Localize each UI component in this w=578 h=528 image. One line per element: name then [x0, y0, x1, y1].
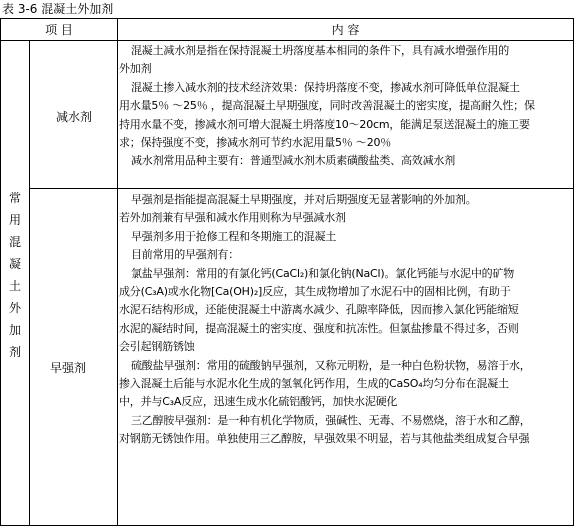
content-line: 目前常用的早强剂有：	[131, 248, 239, 262]
category-char: 用	[8, 213, 21, 227]
content-line: 水泥的凝结时间，提高混凝土的密实度、强度和抗冻性。但氯盐掺量不得过多，否则	[119, 321, 519, 335]
category-char: 混	[8, 235, 21, 249]
content-line: 若外加剂兼有早强和减水作用则称为早强减水剂	[119, 211, 346, 225]
label-column-divider	[117, 40, 118, 526]
category-char: 剂	[8, 345, 21, 359]
content-line: 掺入混凝土后能与水泥水化生成的氢氧化钙作用，生成的CaSO₄均匀分布在混凝土	[119, 377, 509, 391]
content-line: 硫酸盐早强剂：常用的硫酸钠早强剂，又称元明粉，是一种白色粉状物，易溶于水，	[131, 358, 531, 372]
row-label-early-strength: 早强剂	[50, 361, 87, 375]
content-line: 混凝土减水剂是指在保持混凝土坍落度基本相同的条件下，具有减水增强作用的	[131, 44, 509, 57]
category-char: 外	[8, 301, 21, 315]
row-label-water-reducer: 减水剂	[56, 110, 93, 124]
table-caption: 表 3-6 混凝土外加剂	[2, 2, 114, 16]
content-line: 三乙醇胺早强剂：是一种有机化学物质，强碱性、无毒、不易燃烧，溶于水和乙醇，	[131, 413, 531, 427]
content-line: 减水剂常用品种主要有：普通型减水剂木质素磺酸盐类、高效减水剂	[131, 154, 455, 168]
row-content-early-strength	[119, 191, 573, 449]
category-char: 常	[8, 191, 21, 205]
category-char: 凝	[8, 257, 21, 271]
row-divider	[29, 188, 573, 189]
category-label	[7, 187, 23, 363]
category-column-divider	[29, 40, 30, 526]
header-project: 项 目	[45, 23, 73, 37]
header-divider	[1, 40, 573, 41]
content-line: 混凝土掺入减水剂的技术经济效果：保持坍落度不变，掺减水剂可降低单位混凝土	[131, 80, 520, 94]
content-line: 会引起钢筋锈蚀	[119, 340, 195, 354]
content-line: 外加剂	[119, 62, 152, 76]
content-line: 水泥石结构形成，还能使混凝土中游离水减少、孔隙率降低，因而掺入氯化钙能缩短	[119, 303, 519, 317]
category-char: 加	[8, 323, 21, 337]
content-line: 持用水量不变，掺减水剂可增大混凝土坍落度10～20cm，能满足泵送混凝土的施工要	[119, 117, 530, 131]
content-line: 中，并与C₃A反应，迅速生成水化硫铝酸钙，加快水泥硬化	[119, 395, 398, 409]
content-line: 氯盐早强剂：常用的有氯化钙(CaCl₂)和氯化钠(NaCl)。氯化钙能与水泥中的矿物	[131, 266, 515, 280]
content-line: 早强剂是指能提高混凝土早期强度，并对后期强度无显著影响的外加剂。	[131, 193, 477, 206]
row-content-water-reducer	[119, 42, 573, 171]
category-char: 土	[8, 279, 21, 293]
content-line: 成分(C₃A)或水化物[Ca(OH)₂]反应，其生成物增加了水泥石中的固相比例，有助于	[119, 285, 511, 299]
content-line: 用水量5％ ～25％ ，提高混凝土早期强度，同时改善混凝土的密实度，提高耐久性；保	[119, 99, 535, 113]
admixture-table	[0, 18, 574, 526]
header-content: 内 容	[331, 23, 360, 37]
content-line: 早强剂多用于抢修工程和冬期施工的混凝土	[131, 229, 337, 243]
content-line: 求；保持强度不变，掺减水剂可节约水泥用量5％ ～20％	[119, 136, 392, 150]
content-line: 对钢筋无锈蚀作用。单独使用三乙醇胺，早强效果不明显，若与其他盐类组成复合早强	[119, 432, 530, 446]
